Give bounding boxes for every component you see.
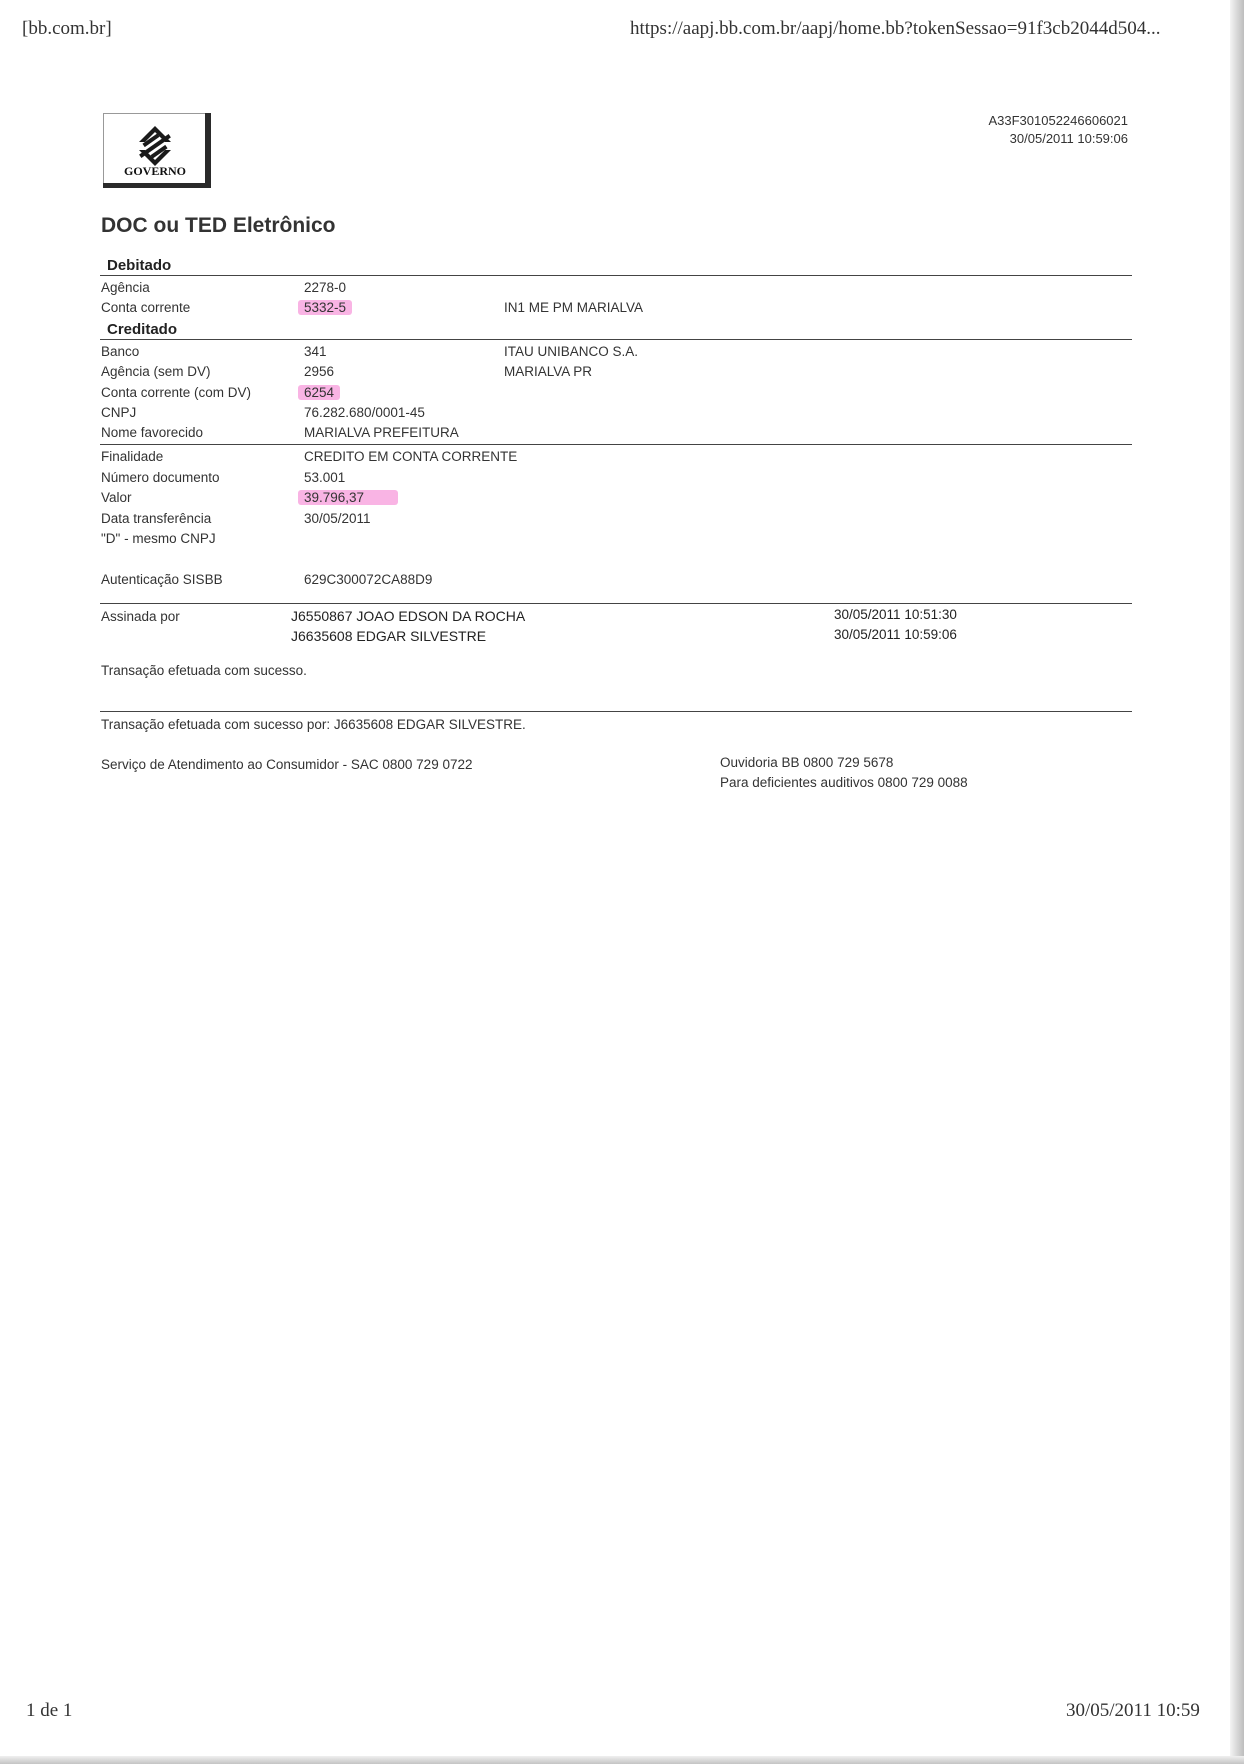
signer-datetime: 30/05/2011 10:59:06 [834, 627, 957, 642]
divider [100, 275, 1132, 276]
conta-holder-name: IN1 ME PM MARIALVA [504, 300, 644, 315]
section-debitado-heading: Debitado [107, 257, 172, 274]
divider [100, 444, 1132, 445]
highlight-mark: 6254 [298, 385, 340, 400]
data-transferencia-label: Data transferência [101, 511, 212, 526]
banco-value: 341 [304, 344, 327, 359]
print-header-site: [bb.com.br] [22, 18, 112, 39]
valor-label: Valor [101, 490, 132, 505]
authentication-datetime: 30/05/2011 10:59:06 [1009, 131, 1128, 146]
banco-name: ITAU UNIBANCO S.A. [504, 344, 639, 359]
signer-name: J6550867 JOAO EDSON DA ROCHA [291, 608, 526, 624]
favorecido-label: Nome favorecido [101, 425, 204, 440]
logo-shadow [103, 183, 211, 188]
print-footer-datetime: 30/05/2011 10:59 [1066, 1700, 1200, 1721]
sisbb-value: 629C300072CA88D9 [304, 572, 433, 587]
agencia-value: 2278-0 [304, 280, 347, 295]
status-by-message: Transação efetuada com sucesso por: J6635608 EDGAR SILVESTRE. [101, 717, 526, 732]
authentication-code: A33F301052246606021 [988, 113, 1128, 128]
mesmo-cnpj-label: "D" - mesmo CNPJ [101, 531, 216, 546]
assinada-por-label: Assinada por [101, 609, 180, 624]
print-footer-page: 1 de 1 [26, 1700, 73, 1721]
signer-name: J6635608 EDGAR SILVESTRE [291, 628, 487, 644]
favorecido-value: MARIALVA PREFEITURA [304, 425, 459, 440]
agencia-sem-dv-value: 2956 [304, 364, 335, 379]
signer-datetime: 30/05/2011 10:51:30 [834, 607, 957, 622]
page-title: DOC ou TED Eletrônico [101, 214, 336, 237]
agencia-label: Agência [101, 280, 150, 295]
logo-border [103, 113, 207, 114]
divider [100, 603, 1132, 604]
status-message: Transação efetuada com sucesso. [101, 663, 307, 678]
scan-edge-bottom [0, 1756, 1244, 1764]
conta-com-dv-label: Conta corrente (com DV) [101, 385, 252, 400]
divider [100, 711, 1132, 712]
agencia-city: MARIALVA PR [504, 364, 593, 379]
agencia-sem-dv-label: Agência (sem DV) [101, 364, 211, 379]
numero-documento-value: 53.001 [304, 470, 346, 485]
deficientes-contact: Para deficientes auditivos 0800 729 0088 [720, 775, 968, 790]
data-transferencia-value: 30/05/2011 [304, 511, 371, 526]
cnpj-label: CNPJ [101, 405, 137, 420]
print-header-url: https://aapj.bb.com.br/aapj/home.bb?tokenSessao=91f3cb2044d504... [630, 18, 1161, 39]
sisbb-label: Autenticação SISBB [101, 572, 223, 587]
scan-edge-right [1230, 0, 1244, 1764]
valor-value [304, 490, 398, 505]
banco-label: Banco [101, 344, 140, 359]
conta-corrente-label: Conta corrente [101, 300, 191, 315]
highlight-mark: 39.796,37 [298, 490, 398, 505]
logo-caption: GOVERNO [123, 164, 186, 178]
finalidade-value: CREDITO EM CONTA CORRENTE [304, 449, 518, 464]
conta-corrente-value [304, 300, 352, 315]
cnpj-value: 76.282.680/0001-45 [304, 405, 425, 420]
conta-com-dv-value [304, 385, 340, 400]
divider [100, 339, 1132, 340]
sac-contact: Serviço de Atendimento ao Consumidor - SAC 0800 729 0722 [101, 757, 473, 772]
highlight-mark: 5332-5 [298, 300, 352, 315]
section-creditado-heading: Creditado [107, 321, 178, 338]
finalidade-label: Finalidade [101, 449, 164, 464]
ouvidoria-contact: Ouvidoria BB 0800 729 5678 [720, 755, 894, 770]
numero-documento-label: Número documento [101, 470, 220, 485]
